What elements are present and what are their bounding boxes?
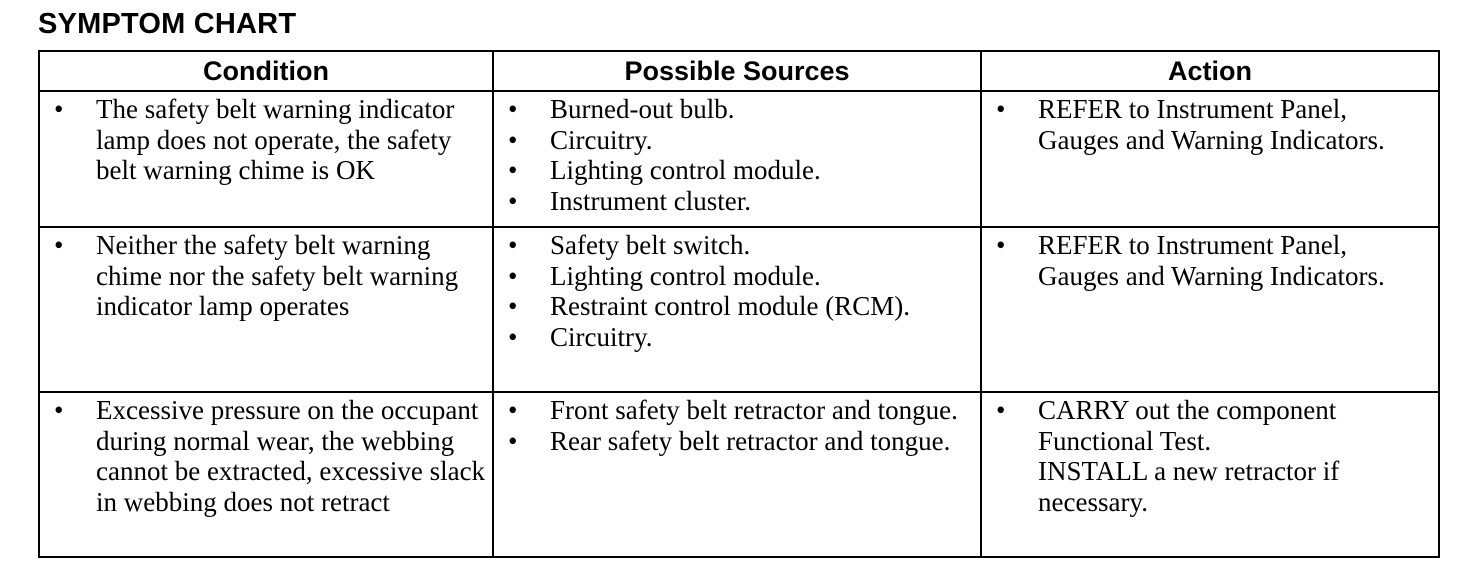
bullet-icon: •	[508, 124, 518, 155]
action-text: INSTALL a new retractor if necessary.	[1038, 456, 1340, 517]
bullet-icon: •	[996, 395, 1006, 425]
condition-cell	[39, 392, 493, 557]
bullet-icon: •	[996, 94, 1006, 124]
source-text: Rear safety belt retractor and tongue.	[550, 425, 951, 456]
action-cell	[981, 91, 1439, 227]
action-text: REFER to Instrument Panel, Gauges and Warning Indicators.	[1038, 94, 1385, 155]
source-text: Lighting control module.	[550, 155, 821, 185]
source-text: Circuitry.	[550, 124, 653, 155]
source-item	[494, 94, 980, 125]
bullet-icon: •	[508, 230, 518, 260]
condition-item	[40, 230, 492, 322]
sources-cell	[493, 392, 981, 557]
header-possible-sources: Possible Sources	[493, 51, 981, 91]
table-row	[39, 91, 1439, 227]
sources-cell	[493, 91, 981, 227]
source-item	[494, 186, 980, 217]
bullet-icon: •	[508, 94, 518, 124]
header-row	[39, 51, 1439, 91]
bullet-icon: •	[508, 155, 518, 185]
source-item	[494, 291, 980, 322]
condition-text: Neither the safety belt warning chime nor the safety belt warning indicator lamp operates	[96, 230, 459, 321]
action-item	[982, 94, 1438, 155]
condition-item	[40, 395, 492, 517]
action-item	[982, 230, 1438, 291]
page-title: SYMPTOM CHART	[38, 8, 297, 40]
source-item	[494, 155, 980, 186]
source-item	[494, 261, 980, 292]
source-item	[494, 395, 980, 426]
source-text: Safety belt switch.	[550, 230, 751, 260]
header-condition: Condition	[39, 51, 493, 91]
source-item	[494, 230, 980, 261]
condition-text: Excessive pressure on the occupant during normal wear, the webbing cannot be extracted, excessive slack in webbing does not retract	[96, 395, 486, 517]
source-text: Front safety belt retractor and tongue.	[550, 395, 958, 425]
header-action: Action	[981, 51, 1439, 91]
action-item	[982, 395, 1438, 517]
bullet-icon: •	[54, 395, 64, 425]
source-text: Lighting control module.	[550, 260, 821, 291]
bullet-icon: •	[508, 291, 518, 321]
action-text: REFER to Instrument Panel, Gauges and Warning Indicators.	[1038, 230, 1385, 291]
bullet-icon: •	[996, 230, 1006, 260]
action-cell	[981, 392, 1439, 557]
source-item	[494, 322, 980, 353]
table-row	[39, 392, 1439, 557]
action-text: CARRY out the component Functional Test.	[1038, 395, 1337, 456]
bullet-icon: •	[54, 94, 64, 124]
condition-item	[40, 94, 492, 186]
source-text: Instrument cluster.	[550, 185, 751, 216]
condition-text: The safety belt warning indicator lamp does not operate, the safety belt warning chime is OK	[96, 94, 455, 185]
bullet-icon: •	[508, 260, 518, 291]
source-item	[494, 426, 980, 457]
condition-cell	[39, 91, 493, 227]
symptom-table	[38, 50, 1440, 558]
source-text: Restraint control module (RCM).	[550, 291, 910, 321]
bullet-icon: •	[508, 425, 518, 456]
bullet-icon: •	[508, 185, 518, 216]
source-item	[494, 125, 980, 156]
bullet-icon: •	[508, 395, 518, 425]
bullet-icon: •	[508, 321, 518, 352]
condition-cell	[39, 227, 493, 392]
source-text: Circuitry.	[550, 321, 653, 352]
action-cell	[981, 227, 1439, 392]
bullet-icon: •	[54, 230, 64, 260]
table-row	[39, 227, 1439, 392]
source-text: Burned-out bulb.	[550, 94, 735, 124]
sources-cell	[493, 227, 981, 392]
